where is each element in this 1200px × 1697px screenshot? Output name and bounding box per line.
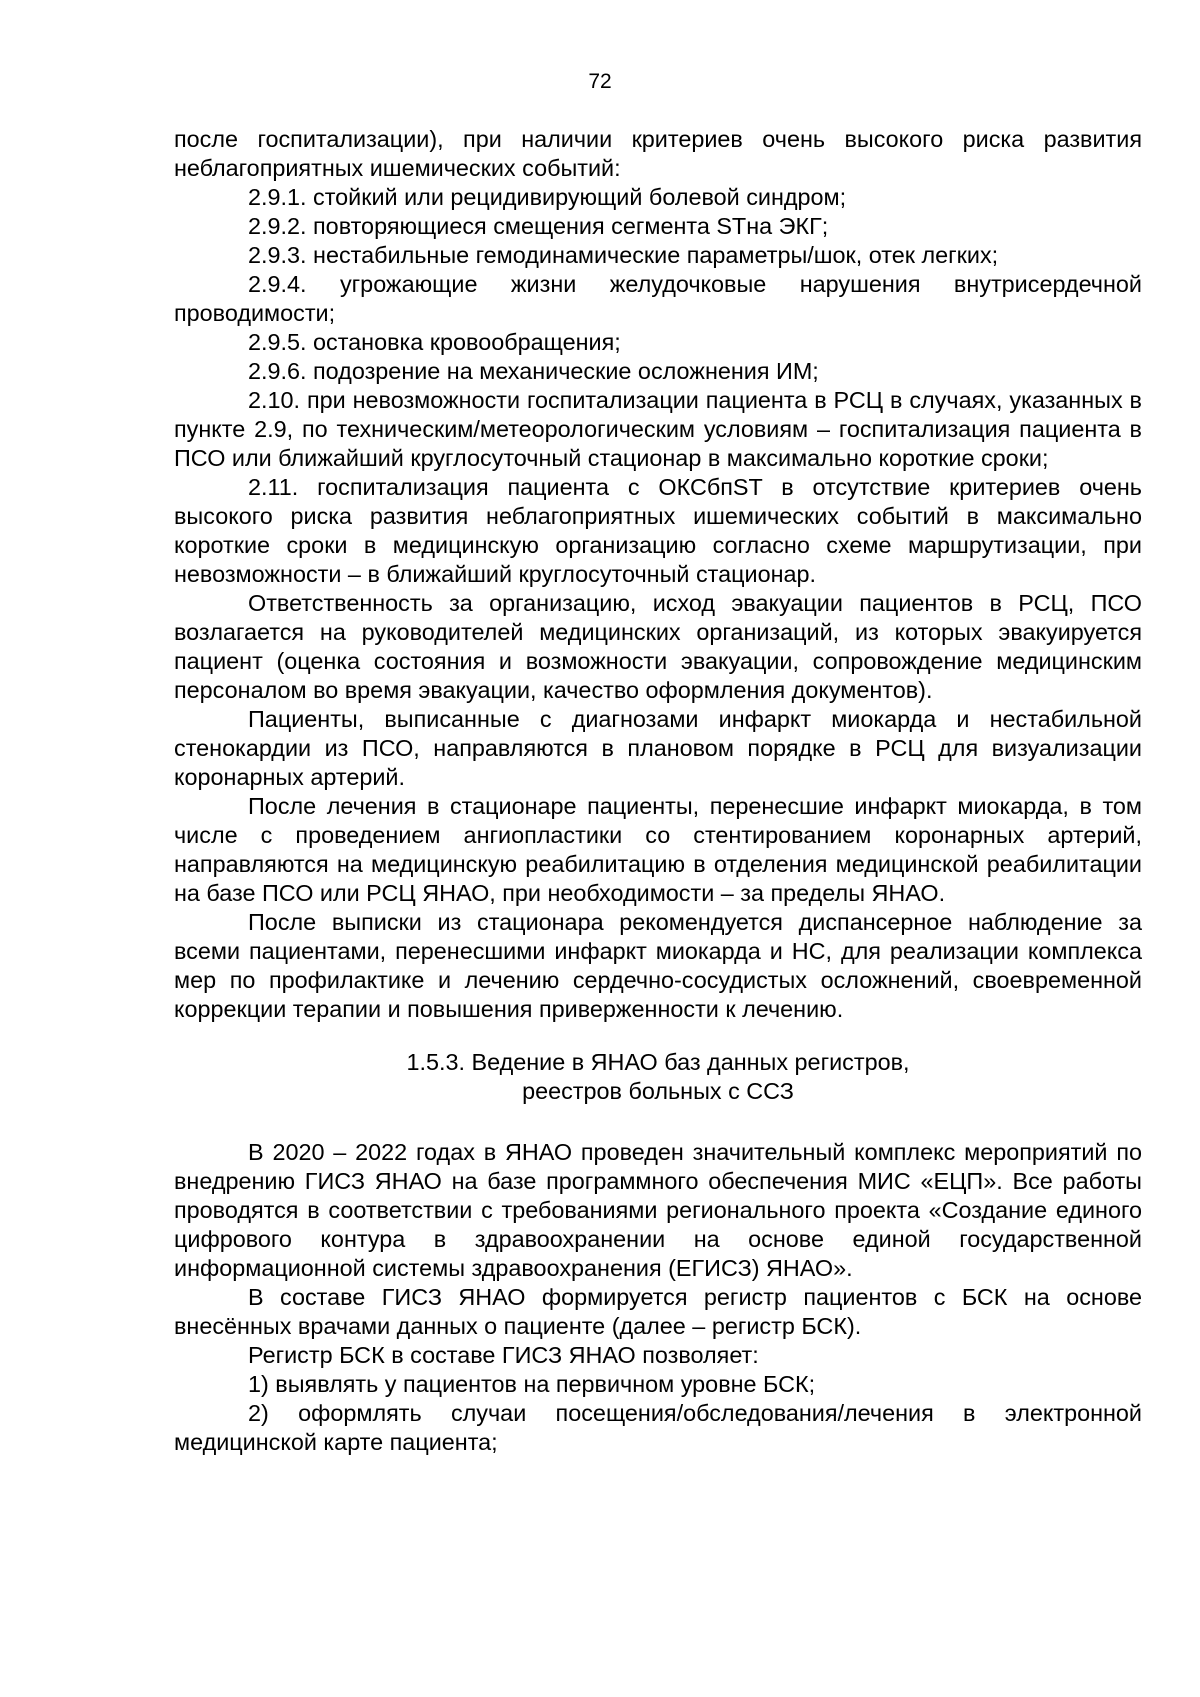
paragraph: Регистр БСК в составе ГИСЗ ЯНАО позволяет: bbox=[248, 1342, 759, 1368]
paragraph: После выписки из стационара рекомендуется диспансерное наблюдение за всеми пациентами, перенесшими инфаркт миокарда и НС, для реализации комплекса мер по профилактике и лечению сердечно-сосудистых осложнений, своевременной коррекции терапии и повышения приверженности к лечению. bbox=[174, 909, 1142, 1022]
list-item: 2.9.2. повторяющиеся смещения сегмента STна ЭКГ; bbox=[248, 213, 829, 239]
list-item: 1) выявлять у пациентов на первичном уровне БСК; bbox=[248, 1371, 816, 1397]
list-item: 2.9.5. остановка кровообращения; bbox=[248, 329, 621, 355]
list-item: 2.9.1. стойкий или рецидивирующий болевой синдром; bbox=[248, 184, 847, 210]
list-item: 2.9.4. угрожающие жизни желудочковые нарушения внутрисердечной проводимости; bbox=[174, 271, 1142, 326]
list-item: 2.11. госпитализация пациента с ОКСбпST в отсутствие критериев очень высокого риска развития неблагоприятных ишемических событий в максимально короткие сроки в медицинскую организацию согласно схеме маршрутизации, при невозможности – в ближайший круглосуточный стационар. bbox=[174, 474, 1142, 587]
paragraph: В 2020 – 2022 годах в ЯНАО проведен значительный комплекс мероприятий по внедрению ГИСЗ ЯНАО на базе программного обеспечения МИС «ЕЦП». Все работы проводятся в соответствии с требованиями регионального проекта «Создание единого цифрового контура в здравоохранении на основе единой государственной информационной системы здравоохранения (ЕГИСЗ) ЯНАО». bbox=[174, 1139, 1142, 1281]
section-heading-line2: реестров больных с ССЗ bbox=[522, 1078, 794, 1104]
page-number: 72 bbox=[588, 70, 612, 93]
paragraph: После лечения в стационаре пациенты, перенесшие инфаркт миокарда, в том числе с проведением ангиопластики со стентированием коронарных артерий, направляются на медицинскую реабилитацию в отделения медицинской реабилитации на базе ПСО или РСЦ ЯНАО, при необходимости – за пределы ЯНАО. bbox=[174, 793, 1142, 906]
section-heading-line1: 1.5.3. Ведение в ЯНАО баз данных регистров, bbox=[406, 1049, 910, 1075]
document-body bbox=[174, 125, 1142, 1457]
paragraph: Ответственность за организацию, исход эвакуации пациентов в РСЦ, ПСО возлагается на руководителей медицинских организаций, из которых эвакуируется пациент (оценка состояния и возможности эвакуации, сопровождение медицинским персоналом во время эвакуации, качество оформления документов). bbox=[174, 590, 1142, 703]
paragraph: Пациенты, выписанные с диагнозами инфаркт миокарда и нестабильной стенокардии из ПСО, направляются в плановом порядке в РСЦ для визуализации коронарных артерий. bbox=[174, 706, 1142, 790]
list-item: 2) оформлять случаи посещения/обследования/лечения в электронной медицинской карте пациента; bbox=[174, 1400, 1142, 1455]
list-item: 2.10. при невозможности госпитализации пациента в РСЦ в случаях, указанных в пункте 2.9, по техническим/метеорологическим условиям – госпитализация пациента в ПСО или ближайший круглосуточный стационар в максимально короткие сроки; bbox=[174, 387, 1142, 471]
paragraph: после госпитализации), при наличии критериев очень высокого риска развития неблагоприятных ишемических событий: bbox=[174, 126, 1142, 181]
list-item: 2.9.6. подозрение на механические осложнения ИМ; bbox=[248, 358, 819, 384]
list-item: 2.9.3. нестабильные гемодинамические параметры/шок, отек легких; bbox=[248, 242, 999, 268]
section-heading bbox=[174, 1048, 1142, 1106]
paragraph: В составе ГИСЗ ЯНАО формируется регистр пациентов с БСК на основе внесённых врачами данных о пациенте (далее – регистр БСК). bbox=[174, 1284, 1142, 1339]
